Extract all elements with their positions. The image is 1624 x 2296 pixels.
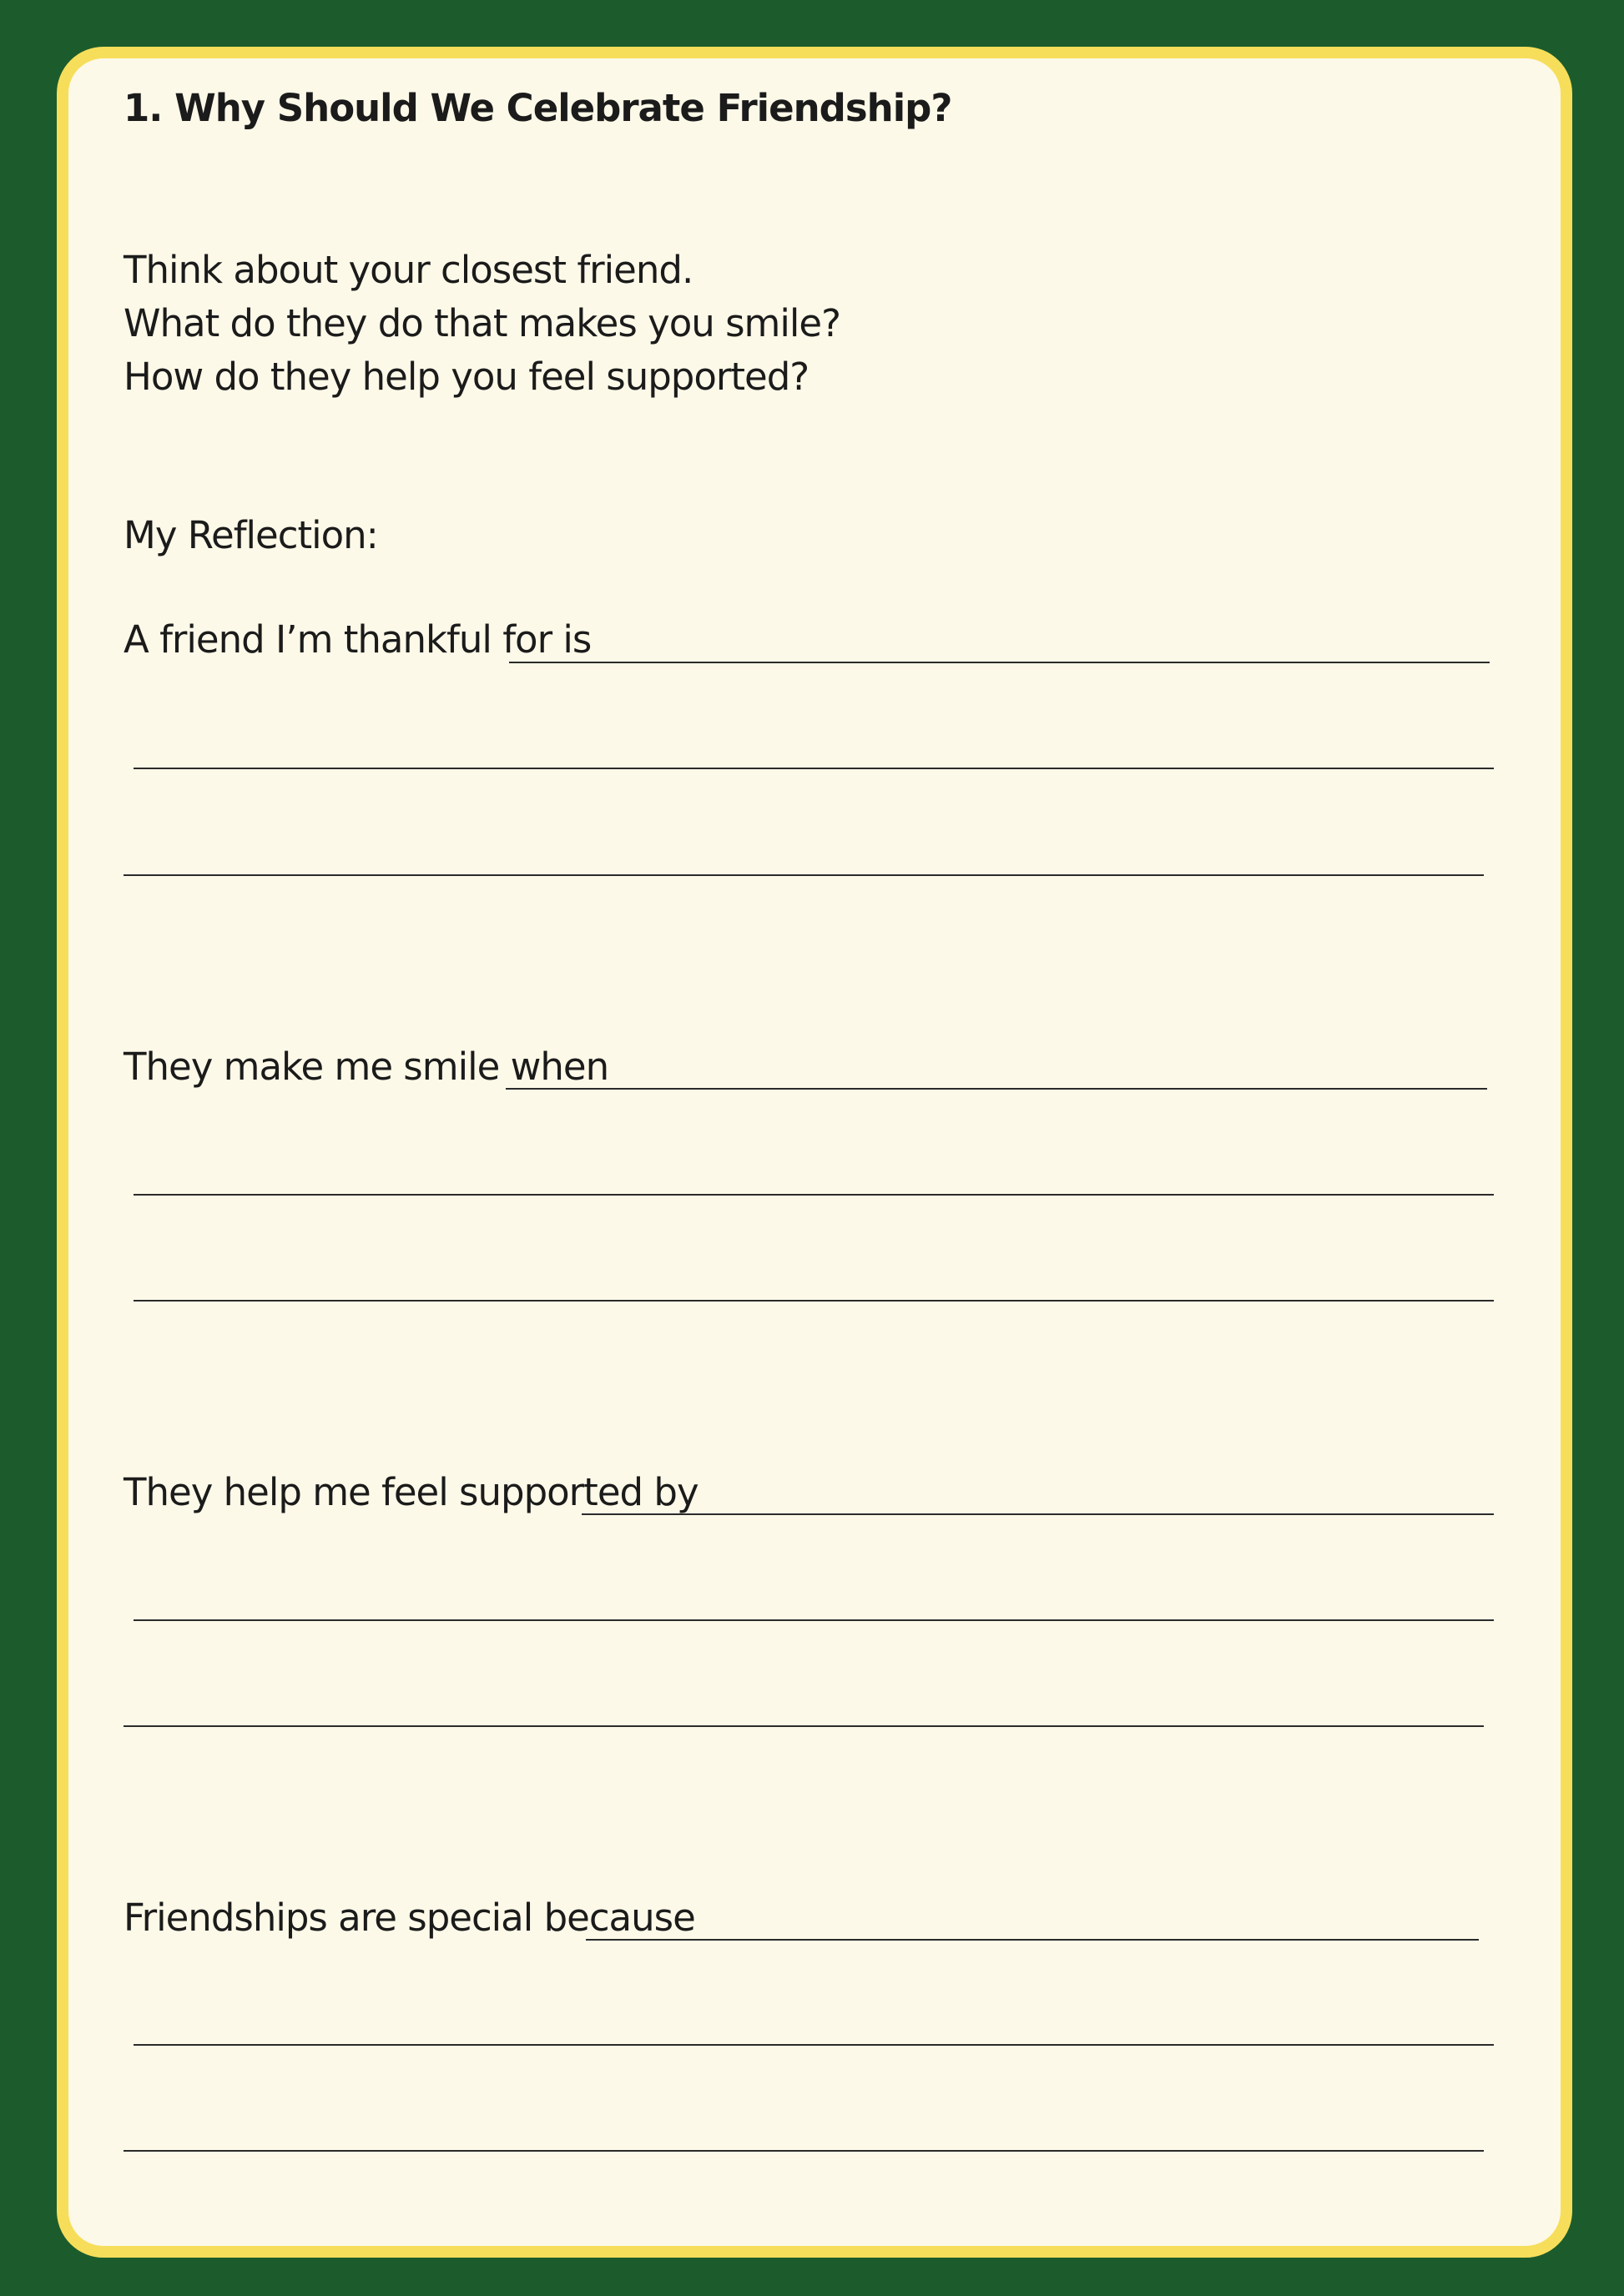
reflection-heading: My Reflection: xyxy=(124,513,378,557)
prompt-line: What do they do that makes you smile? xyxy=(124,301,840,345)
answer-line[interactable] xyxy=(506,1088,1487,1090)
prompt-block xyxy=(124,244,840,404)
answer-line[interactable] xyxy=(582,1513,1494,1515)
sentence-starter-friend: A friend I’m thankful for is xyxy=(124,617,592,662)
answer-line[interactable] xyxy=(124,1725,1484,1727)
answer-line[interactable] xyxy=(509,662,1490,663)
prompt-line: Think about your closest friend. xyxy=(124,248,693,292)
answer-line[interactable] xyxy=(134,1194,1494,1196)
answer-line[interactable] xyxy=(134,1619,1494,1621)
sentence-starter-smile: They make me smile when xyxy=(124,1045,609,1089)
answer-line[interactable] xyxy=(586,1939,1479,1941)
answer-line[interactable] xyxy=(134,1300,1494,1302)
worksheet-title: 1. Why Should We Celebrate Friendship? xyxy=(124,86,952,130)
answer-line[interactable] xyxy=(124,2150,1484,2152)
answer-line[interactable] xyxy=(124,874,1484,876)
prompt-line: How do they help you feel supported? xyxy=(124,355,809,399)
sentence-starter-supported: They help me feel supported by xyxy=(124,1470,699,1514)
answer-line[interactable] xyxy=(134,768,1494,769)
sentence-starter-special: Friendships are special because xyxy=(124,1896,695,1940)
answer-line[interactable] xyxy=(134,2044,1494,2046)
